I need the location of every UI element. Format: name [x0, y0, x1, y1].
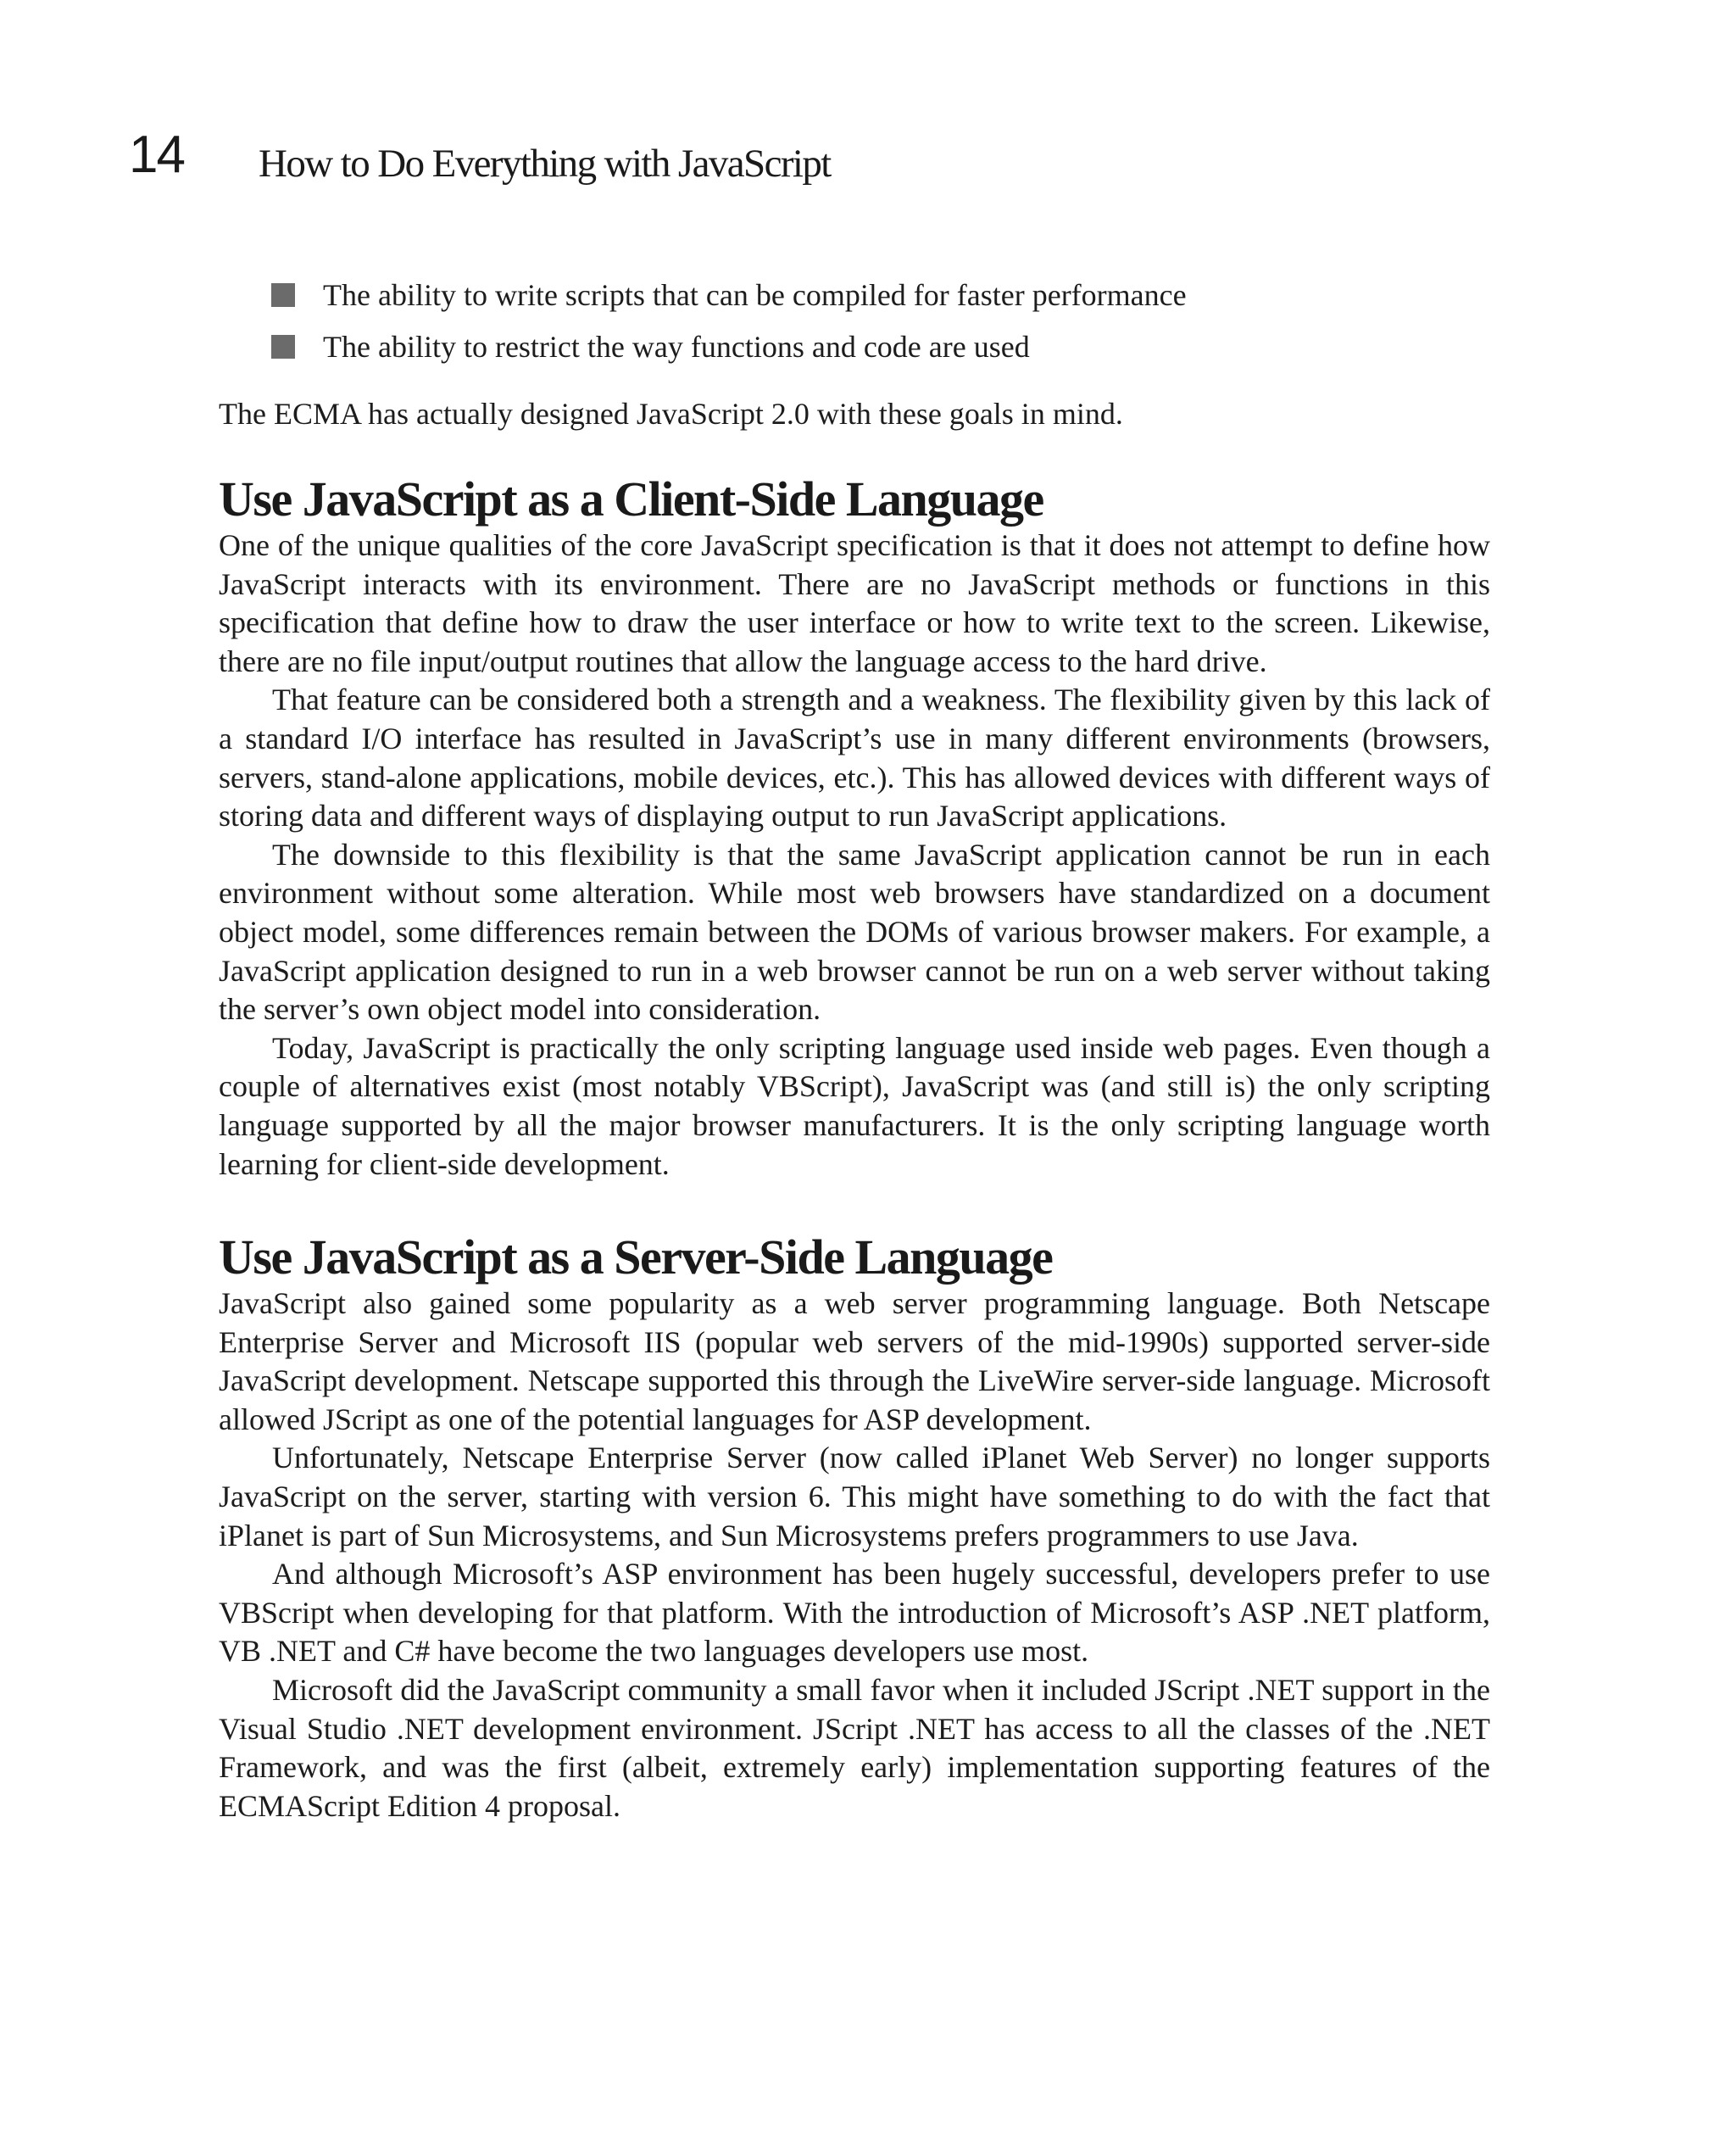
page-number: 14: [129, 125, 184, 184]
section-heading: Use JavaScript as a Client-Side Language: [219, 471, 1043, 527]
paragraph: The downside to this flexibility is that the same JavaScript application cannot be run in each environment without some alteration. While most web browsers have standardized on a document object model, some differences remain between the DOMs of various browser makers. For example, a JavaScript application designed to run in a web browser cannot be run on a web server without taking the server’s own object model into consideration.: [219, 837, 1490, 1027]
square-bullet-icon: [271, 335, 295, 359]
section-heading: Use JavaScript as a Server-Side Language: [219, 1229, 1053, 1285]
paragraph: That feature can be considered both a strength and a weakness. The flexibility given by this lack of a standard I/O interface has resulted in JavaScript’s use in many different environments (browsers, servers, stand-alone applications, mobile devices, etc.). This has allowed devices with different ways of storing data and different ways of displaying output to run JavaScript applications.: [219, 683, 1490, 833]
paragraph: Today, JavaScript is practically the only scripting language used inside web pages. Even though a couple of alternatives exist (most notably VBScript), JavaScript was (and still is) the only scripting language supported by all the major browser manufacturers. It is the only scripting language worth learning for client-side development.: [219, 1030, 1490, 1181]
paragraph: One of the unique qualities of the core JavaScript specification is that it does not attempt to define how JavaScript interacts with its environment. There are no JavaScript methods or functions in this specification that define how to draw the user interface or how to write text to the screen. Likewise, there are no file input/output routines that allow the language access to the hard drive.: [219, 528, 1490, 678]
list-item: [271, 270, 1187, 321]
square-bullet-icon: [271, 283, 295, 307]
section-client-side: [219, 472, 1490, 1184]
running-header-title: How to Do Everything with JavaScript: [259, 142, 831, 186]
list-item: [271, 321, 1187, 373]
bullet-text: The ability to write scripts that can be compiled for faster performance: [323, 278, 1187, 312]
paragraph: And although Microsoft’s ASP environment has been hugely successful, developers prefer to use VBScript when developing for that platform. With the introduction of Microsoft’s ASP .NET platform, VB .NET and C# have become the two languages developers use most.: [219, 1557, 1490, 1669]
section-server-side: [219, 1230, 1490, 1825]
bullet-list: [271, 270, 1187, 373]
paragraph: Unfortunately, Netscape Enterprise Server (now called iPlanet Web Server) no longer supports JavaScript on the server, starting with version 6. This might have something to do with the fact that iPlanet is part of Sun Microsystems, and Sun Microsystems prefers programmers to use Java.: [219, 1441, 1490, 1552]
paragraph: JavaScript also gained some popularity as a web server programming language. Both Netscape Enterprise Server and Microsoft IIS (popular web servers of the mid-1990s) supported server-side JavaScript development. Netscape supported this through the LiveWire server-side language. Microsoft allowed JScript as one of the potential languages for ASP development.: [219, 1286, 1490, 1436]
paragraph: Microsoft did the JavaScript community a small favor when it included JScript .NET support in the Visual Studio .NET development environment. JScript .NET has access to all the classes of the .NET Framework, and was the first (albeit, extremely early) implementation supporting features of the ECMAScript Edition 4 proposal.: [219, 1672, 1490, 1823]
intro-paragraph: The ECMA has actually designed JavaScript 2.0 with these goals in mind.: [219, 397, 1123, 431]
bullet-text: The ability to restrict the way functions and code are used: [323, 330, 1030, 364]
